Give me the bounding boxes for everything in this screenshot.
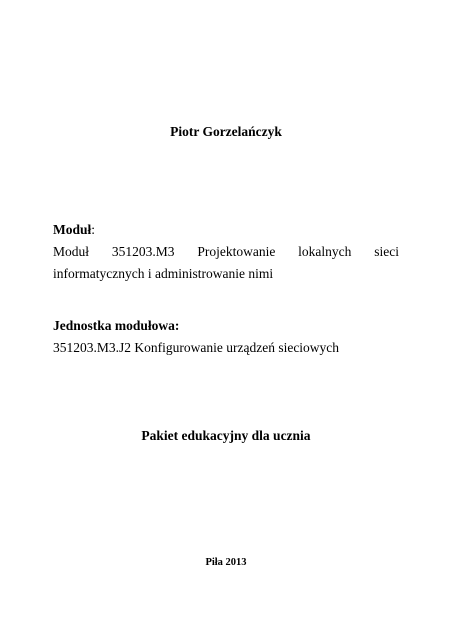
package-title: Pakiet edukacyjny dla ucznia: [141, 428, 311, 443]
unit-heading: Jednostka modułowa:: [53, 318, 180, 333]
module-heading-text: Moduł: [53, 222, 92, 237]
unit-title: 351203.M3.J2 Konfigurowanie urządzeń sieciowych: [53, 340, 340, 355]
place-year: Piła 2013: [205, 557, 247, 568]
module-title-line-2: informatycznych i administrowanie nimi: [53, 266, 274, 281]
module-title-line-1: Moduł 351203.M3 Projektowanie lokalnych sieci: [53, 244, 399, 259]
module-heading-colon: :: [91, 222, 96, 237]
unit-section: [53, 315, 399, 359]
module-section: [53, 219, 399, 285]
author-name: Piotr Gorzelańczyk: [170, 124, 282, 139]
module-heading: [53, 219, 399, 241]
